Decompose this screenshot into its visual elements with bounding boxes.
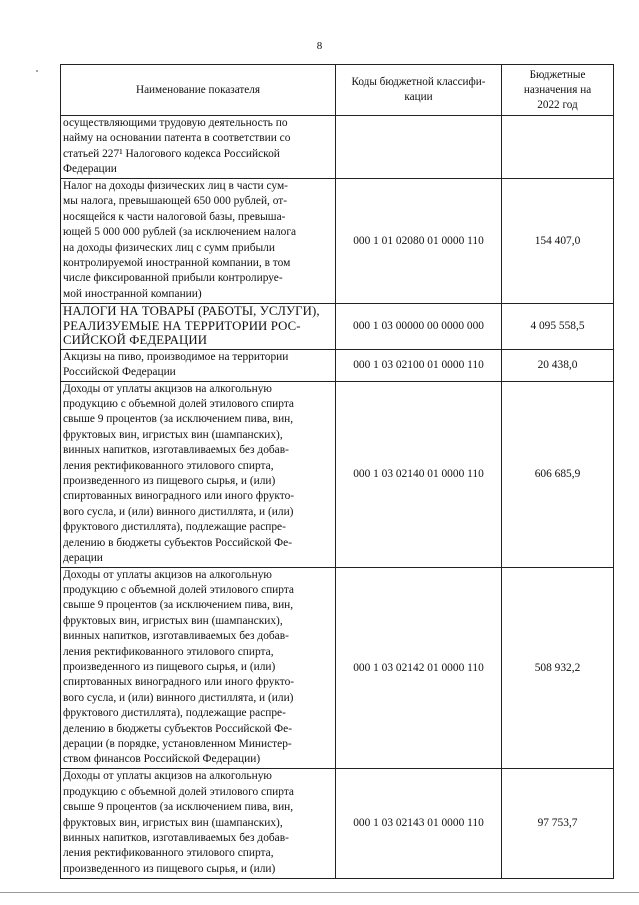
row-code	[336, 116, 502, 179]
row-code: 000 1 03 02140 01 0000 110	[336, 381, 502, 567]
row-value: 4 095 558,5	[502, 303, 614, 349]
row-value	[502, 116, 614, 179]
row-name: Доходы от уплаты акцизов на алкогольную продукцию с объемной долей этилового спирта свыше 9 процентов (за исключением пива, вин, фруктовых вин, игристых вин (шампанских), винных напитков, изготавливаемых без добав- ления ректификованного этилового спирта, произведенного из пищевого сырья, и (или)	[61, 768, 336, 878]
table-header-row	[61, 65, 614, 116]
row-code: 000 1 03 02100 01 0000 110	[336, 349, 502, 381]
header-budget-assignments: Бюджетные назначения на 2022 год	[502, 65, 614, 116]
table-row	[61, 178, 614, 303]
table-row	[61, 303, 614, 349]
scan-speck	[36, 70, 38, 72]
row-code: 000 1 01 02080 01 0000 110	[336, 178, 502, 303]
table-row	[61, 116, 614, 179]
table-row	[61, 768, 614, 878]
row-name: Акцизы на пиво, производимое на территории Российской Федерации	[61, 349, 336, 381]
header-indicator-name: Наименование показателя	[61, 65, 336, 116]
row-value: 154 407,0	[502, 178, 614, 303]
row-name: НАЛОГИ НА ТОВАРЫ (РАБОТЫ, УСЛУГИ), РЕАЛИЗУЕМЫЕ НА ТЕРРИТОРИИ РОС- СИЙСКОЙ ФЕДЕРАЦИИ	[61, 303, 336, 349]
row-value: 508 932,2	[502, 567, 614, 768]
page-number: 8	[316, 40, 323, 52]
row-code: 000 1 03 02143 01 0000 110	[336, 768, 502, 878]
row-name: осуществляющими трудовую деятельность по найму на основании патента в соответствии со статьей 227¹ Налогового кодекса Российской Федерации	[61, 116, 336, 179]
row-value: 97 753,7	[502, 768, 614, 878]
row-value: 606 685,9	[502, 381, 614, 567]
page-bottom-rule	[0, 892, 639, 893]
row-value: 20 438,0	[502, 349, 614, 381]
row-name: Налог на доходы физических лиц в части сум- мы налога, превышающей 650 000 рублей, от- носящейся к части налоговой базы, превыша- ющей 5 000 000 рублей (за исключением налога на доходы физических лиц с сумм прибыли контролируемой иностранной компании, в том числе фиксированной прибыли контролируе- мой иностранной компании)	[61, 178, 336, 303]
row-code: 000 1 03 00000 00 0000 000	[336, 303, 502, 349]
row-name: Доходы от уплаты акцизов на алкогольную продукцию с объемной долей этилового спирта свыше 9 процентов (за исключением пива, вин, фруктовых вин, игристых вин (шампанских), винных напитков, изготавливаемых без добав- ления ректификованного этилового спирта, произведенного из пищевого сырья, и (или) спиртованных виноградного или иного фрукто- вого сусла, и (или) винного дистиллята, и (или) фруктового дистиллята), подлежащие распре- делению в бюджеты субъектов Российской Фе- дерации	[61, 381, 336, 567]
table-row	[61, 567, 614, 768]
table-row	[61, 381, 614, 567]
budget-table	[60, 64, 614, 879]
row-code: 000 1 03 02142 01 0000 110	[336, 567, 502, 768]
header-budget-codes: Коды бюджетной классифи- кации	[336, 65, 502, 116]
table-row	[61, 349, 614, 381]
row-name: Доходы от уплаты акцизов на алкогольную продукцию с объемной долей этилового спирта свыше 9 процентов (за исключением пива, вин, фруктовых вин, игристых вин (шампанских), винных напитков, изготавливаемых без добав- ления ректификованного этилового спирта, произведенного из пищевого сырья, и (или) спиртованных виноградного или иного фрукто- вого сусла, и (или) винного дистиллята, и (или) фруктового дистиллята), подлежащие распре- делению в бюджеты субъектов Российской Фе- дерации (в порядке, установленном Министер- ством финансов Российской Федерации)	[61, 567, 336, 768]
